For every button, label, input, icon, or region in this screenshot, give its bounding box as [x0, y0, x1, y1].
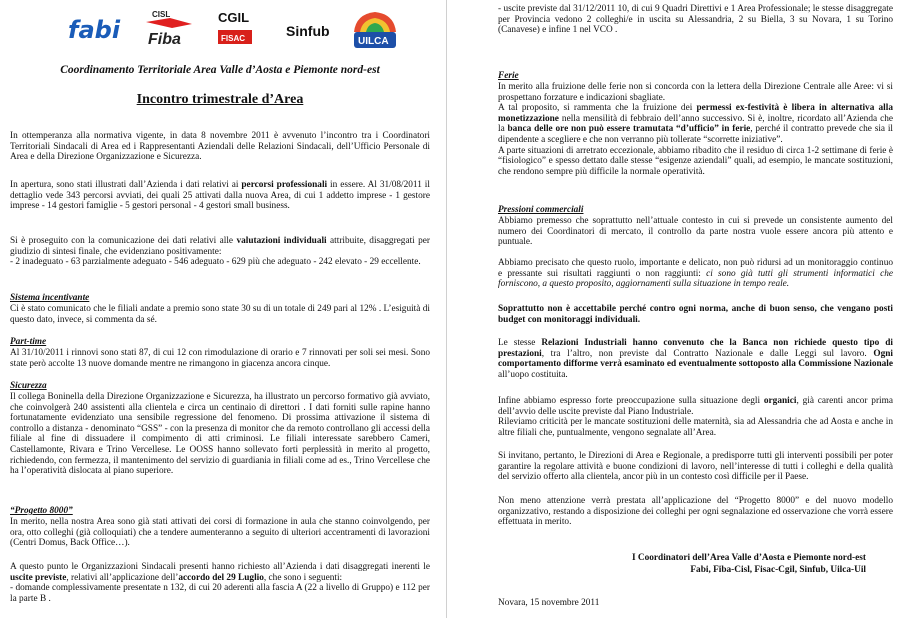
- progetto-heading: “Progetto 8000”: [10, 506, 73, 516]
- svg-text:FISAC: FISAC: [221, 34, 245, 43]
- uscite-continued-paragraph: - uscite previste dal 31/12/2011 10, di cui 9 Quadri Direttivi e 1 Area Professionale; le stesse disaggregate per Provincia vedono 2 colleghi/e in uscita su Alessandria, 2 su Biella, 3 su Novara, 1 su Torino (Canavese) e infine 1 nel VCO .: [498, 4, 893, 36]
- coordinamento-heading: Coordinamento Territoriale Area Valle d’Aosta e Piemonte nord-est: [60, 64, 380, 76]
- valutazioni-paragraph: Si è proseguito con la comunicazione dei dati relativi alle valutazioni individuali attribuite, disaggregati per giudizio di sintesi finale, che evidenziano positivamente: - 2 inadeguato - 63 parzialmente adeguato - 546 adeguato - 629 più che adeguato - 242 elevato - 29 eccellente.: [10, 236, 430, 268]
- parttime-heading: Part-time: [10, 337, 47, 347]
- right-page: [458, 0, 898, 618]
- sistema-section: Sistema incentivante Ci è stato comunicato che le filiali andate a premio sono state 30 su di un totale di 249 pari al 12% . L’esiguità di questo dato, invece, si commenta da sé.: [10, 293, 430, 325]
- fabi-logo: [66, 8, 124, 48]
- page-separator: [446, 0, 447, 618]
- relazioni-paragraph: Le stesse Relazioni Industriali hanno convenuto che la Banca non richiede questo tipo di prestazioni, tra l’altro, non previste dal Contratto Nazionale e dalle Leggi sul lavoro. Ogni comportamento difforme verrà esaminato ed eventualmente sottoposto alla Commissione Nazionale all’uopo costituita.: [498, 338, 893, 380]
- sistema-heading: Sistema incentivante: [10, 293, 90, 303]
- parttime-section: Part-time Al 31/10/2011 i rinnovi sono stati 87, di cui 12 con rimodulazione di orario e 7 rinnovati per soli sei mesi. Sono state però accolte 13 nuove domande mentre ne rimangono in giacenza ancora cinque.: [10, 337, 430, 369]
- budget-paragraph: Soprattutto non è accettabile perché contro ogni norma, anche di buon senso, che vengano posti budget con monitoraggi individuali.: [498, 304, 893, 325]
- fisac-cgil-logo: [216, 8, 260, 48]
- left-page: [0, 0, 440, 618]
- progetto-section: “Progetto 8000” In merito, nella nostra Area sono già stati attivati dei corsi di formazione in aula che stanno coinvolgendo, per ora, otto colleghi (già colloquiati) che a tendere aumenteranno a seguito di ulteriori accentramenti di lavorazioni (Centri Domus, Back Office…).: [10, 506, 430, 549]
- sicurezza-heading: Sicurezza: [10, 381, 47, 391]
- sicurezza-section: Sicurezza Il collega Boninella della Direzione Organizzazione e Sicurezza, ha illustrato un percorso formativo già avviato, che coinvolgerà 240 assistenti alla clientela e circa un centinaio di direttori . I dati forniti sulle rapine hanno fortunatamente evidenziato una sensibile regressione del fenomeno. Di prossima attivazione il sistema di controllo a distanza - denominato “GSS” - con la presenza di monitor che da remoto controllano gli accessi della filiale al fine di dissuadere il compimento di atti criminosi. Le filiali interessate sarebbero Cameri, Castellamonte, Rivara e Trino Vercellese. Le OOSS hanno sollevato forti perplessità in merito al progetto, richiedendo, con fermezza, il mantenimento del servizio di guardiania in filiali come ad es., Trino Vercellese che ha l’operatività dislocata al piano superiore.: [10, 381, 430, 477]
- ruolo-paragraph: Abbiamo precisato che questo ruolo, importante e delicato, non può ridursi ad un monitoraggio continuo e pressante sui risultati raggiunti o non raggiunti: ci sono già tutti gli strumenti informatici che forniscono, a questo proposito, aggiornamenti sulla situazione in tempo reale.: [498, 258, 893, 290]
- svg-text:Fiba: Fiba: [148, 31, 181, 48]
- svg-text:CISL: CISL: [152, 10, 171, 19]
- uilca-logo: [350, 8, 400, 48]
- page-title: Incontro trimestrale d’Area: [136, 92, 304, 107]
- ferie-section: Ferie In merito alla fruizione delle ferie non si concorda con la lettera della Direzione Centrale alle Aree: vi si prospettano forzature e indicazioni sbagliate. A tal proposito, si rammenta che la fruizione dei permessi ex-festività è libera in alternativa alla monetizzazione nella mensilità di febbraio dell’anno successivo. Si è, inoltre, ricordato all’Azienda che la banca delle ore non può essere tramutata “d’ufficio” in ferie, perché il contratto prevede che sia il dipendente a scegliere e che non verranno più tollerate “scorrette iniziative”. A parte situazioni di arretrato eccezionale, abbiamo ribadito che il residuo di circa 1-2 settimane di ferie è “fisiologico” e spesso dettato dalle stesse “esigenze aziendali” quali, ad esempio, le mancate sostituzioni, che rendono sempre più difficile la normale operatività.: [498, 71, 894, 177]
- intro-paragraph: In ottemperanza alla normativa vigente, in data 8 novembre 2011 è avvenuto l’incontro tra i Coordinatori Territoriali Sindacali di Area ed i Rappresentanti Aziendali delle Relazioni Sindacali, dell’Ufficio Personale di Area e della Direzione Organizzazione e Sicurezza.: [10, 131, 430, 163]
- svg-text:Sinfub: Sinfub: [286, 23, 330, 39]
- ferie-heading: Ferie: [498, 71, 519, 81]
- sinfub-logo: [284, 8, 332, 48]
- svg-text:CGIL: CGIL: [218, 10, 250, 25]
- invito-paragraph: Si invitano, pertanto, le Direzioni di Area e Regionale, a predisporre tutti gli interventi possibili per poter garantire la regolare attività e buone condizioni di lavoro, nell’interesse di tutti i colleghi e della qualità del servizio offerto alla clientela, ancor più in un contesto così difficile per il Paese.: [498, 451, 893, 483]
- organici-paragraph: Infine abbiamo espresso forte preoccupazione sulla situazione degli organici, già carenti ancor prima dell’avvio delle uscite previste dal Piano Industriale. Rileviamo criticità per le mancate sostituzioni delle maternità, sia ad Alessandria che ad Aosta e anche in altre filiali che, puntualmente, vengono segnalate all’Area.: [498, 396, 893, 438]
- pressioni-section: Pressioni commerciali Abbiamo premesso che soprattutto nell’attuale contesto in cui si prevede un consistente aumento del numero dei Coordinatori di mercato, il controllo da parte nostra vuole essere ancora più attento e puntuale.: [498, 205, 893, 248]
- signature-line-1: I Coordinatori dell’Area Valle d’Aosta e Piemonte nord-est: [631, 553, 866, 563]
- union-logos: [0, 8, 440, 52]
- date-line: Novara, 15 novembre 2011: [498, 598, 600, 608]
- pressioni-heading: Pressioni commerciali: [498, 205, 584, 215]
- uscite-paragraph: A questo punto le Organizzazioni Sindacali presenti hanno richiesto all’Azienda i dati disaggregati inerenti le uscite previste, relativi all’applicazione dell’accordo del 29 Luglio, che sono i seguenti: - domande complessivamente presentate n 132, di cui 20 aderenti alla fascia A (22 a livello di Gruppo) e 112 per la parte B .: [10, 562, 430, 604]
- svg-text:fabi: fabi: [68, 16, 121, 44]
- progetto-closing-paragraph: Non meno attenzione verrà prestata all’applicazione del “Progetto 8000” e del nuovo modello organizzativo, restando a disposizione dei colleghi per ogni segnalazione ed osservazione che vorrà essere effettuata in merito.: [498, 496, 893, 528]
- svg-text:UILCA: UILCA: [358, 36, 389, 47]
- fiba-cisl-logo: [142, 8, 198, 48]
- percorsi-paragraph: In apertura, sono stati illustrati dall’Azienda i dati relativi ai percorsi professionali in essere. Al 31/08/2011 il dettaglio vede 343 percorsi avviati, dei quali 25 attivati dalla nuova Area, di cui 1 addetto imprese - 1 gestore imprese - 14 gestori famiglie - 5 gestori personal - 4 gestori small business.: [10, 180, 430, 212]
- signature-line-2: Fabi, Fiba-Cisl, Fisac-Cgil, Sinfub, Uilca-Uil: [690, 565, 866, 575]
